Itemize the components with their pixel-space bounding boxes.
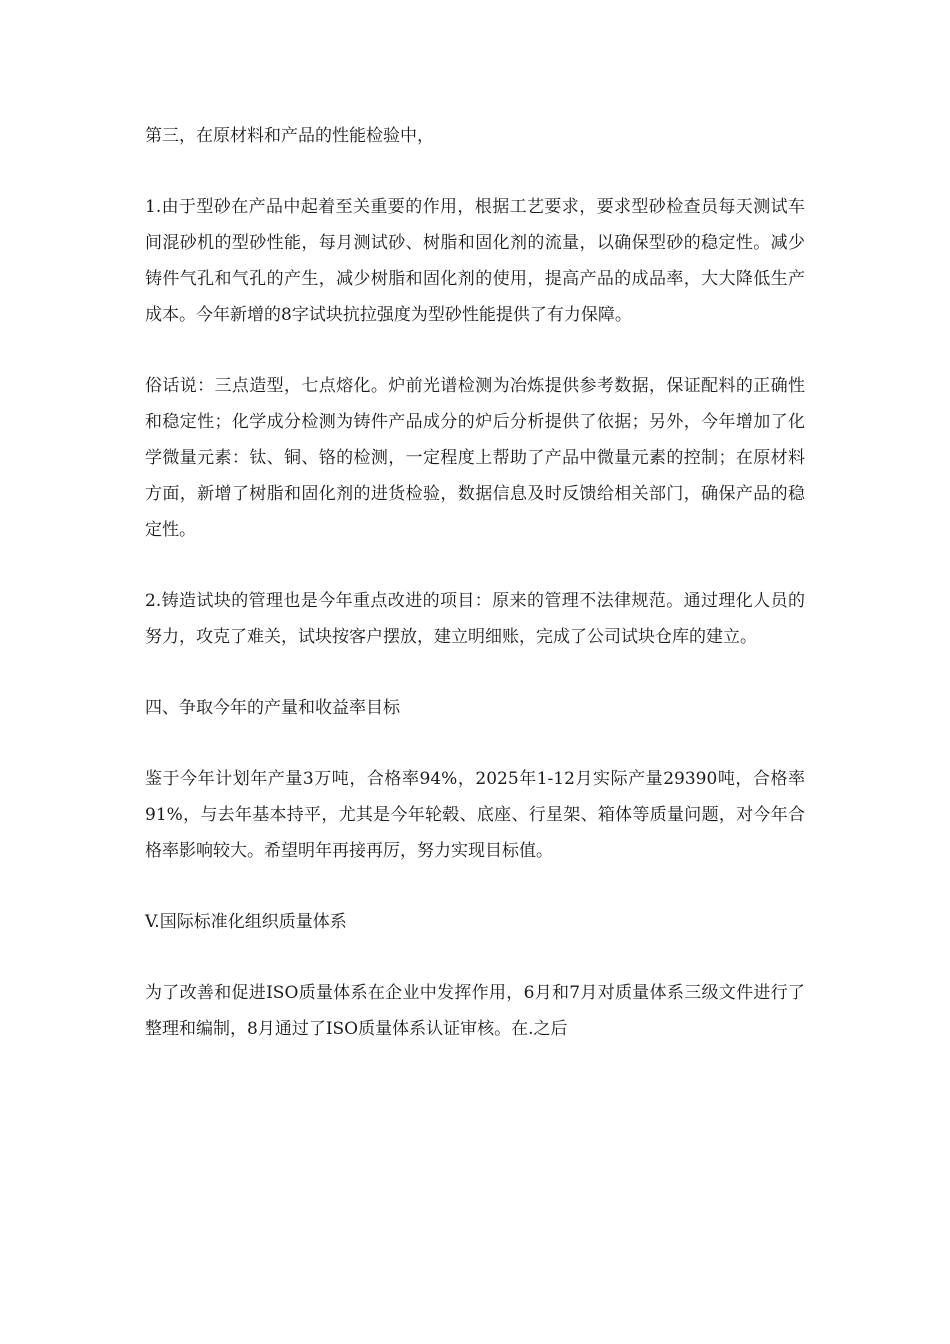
paragraph-intro: 第三，在原材料和产品的性能检验中， — [145, 126, 434, 146]
paragraph-smelting: 俗话说：三点造型，七点熔化。炉前光谱检测为冶炼提供参考数据，保证配料的正确性和稳定性；化学成分检测为铸件产品成分的炉后分析提供了依据；另外，今年增加了化学微量元素：钛、铜、铬的检测，一定程度上帮助了产品中微量元素的控制；在原材料方面，新增了树脂和固化剂的进货检验，数据信息及时反馈给相关部门，确保产品的稳定性。 — [145, 376, 805, 540]
document-body — [145, 118, 805, 1082]
paragraph-test-block-management: 2.铸造试块的管理也是今年重点改进的项目：原来的管理不法律规范。通过理化人员的努力，攻克了难关，试块按客户摆放，建立明细账，完成了公司试块仓库的建立。 — [145, 591, 805, 647]
paragraph-output-stats: 鉴于今年计划年产量3万吨，合格率94%，2025年1-12月实际产量29390吨，合格率91%，与去年基本持平，尤其是今年轮毂、底座、行星架、箱体等质量问题，对今年合格率影响较大。希望明年再接再厉，努力实现目标值。 — [145, 769, 805, 861]
section-heading-iso: V.国际标准化组织质量体系 — [145, 912, 347, 932]
paragraph-iso: 为了改善和促进ISO质量体系在企业中发挥作用，6月和7月对质量体系三级文件进行了整理和编制，8月通过了ISO质量体系认证审核。在.之后 — [145, 983, 805, 1039]
section-heading-output-goals: 四、争取今年的产量和收益率目标 — [145, 698, 400, 718]
paragraph-sand-testing: 1.由于型砂在产品中起着至关重要的作用，根据工艺要求，要求型砂检查员每天测试车间混砂机的型砂性能，每月测试砂、树脂和固化剂的流量，以确保型砂的稳定性。减少铸件气孔和气孔的产生，减少树脂和固化剂的使用，提高产品的成品率，大大降低生产成本。今年新增的8字试块抗拉强度为型砂性能提供了有力保障。 — [145, 197, 805, 325]
